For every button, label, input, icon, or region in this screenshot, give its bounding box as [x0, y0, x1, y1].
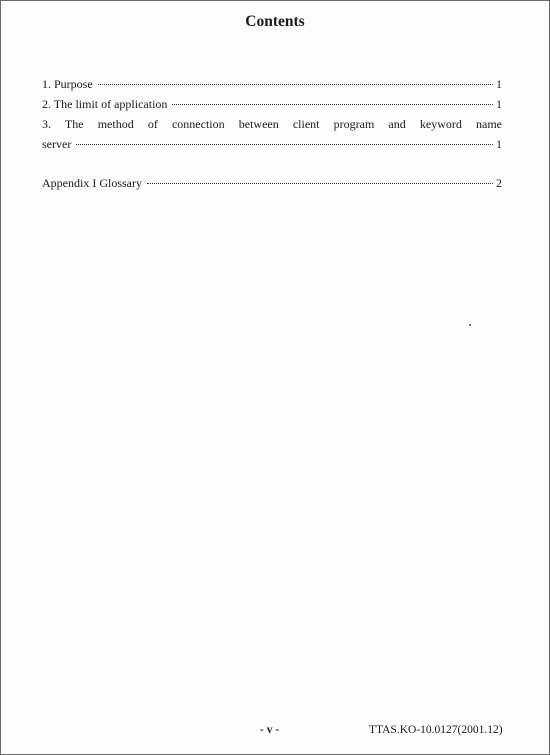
dot-leader — [147, 183, 493, 184]
dot-leader — [76, 144, 493, 145]
toc-line — [42, 173, 502, 193]
footer-page-number: - v - — [260, 724, 280, 736]
toc-page-number: 2 — [496, 176, 502, 190]
page-title: Contents — [245, 13, 305, 30]
toc-page-number: 1 — [496, 97, 502, 111]
toc-entry-method-of-connection — [42, 114, 502, 154]
toc-entry-appendix-glossary — [42, 173, 502, 193]
toc-page-number: 1 — [496, 137, 502, 151]
scan-speck — [469, 324, 471, 326]
toc-label-continued: server — [42, 137, 72, 151]
toc-entry-limit-of-application — [42, 94, 502, 114]
toc-label: 2. The limit of application — [42, 97, 168, 111]
toc-line — [42, 74, 502, 94]
dot-leader — [172, 104, 493, 105]
toc-line — [42, 134, 502, 154]
toc-line — [42, 94, 502, 114]
toc-label: 1. Purpose — [42, 77, 93, 91]
toc-label: 3. The method of connection between client program and keyword name — [42, 117, 502, 131]
footer-standard-id: TTAS.KO-10.0127(2001.12) — [369, 724, 503, 736]
dot-leader — [98, 84, 493, 85]
toc-entry-purpose — [42, 74, 502, 94]
toc-label: Appendix I Glossary — [42, 176, 142, 190]
toc-page-number: 1 — [496, 77, 502, 91]
